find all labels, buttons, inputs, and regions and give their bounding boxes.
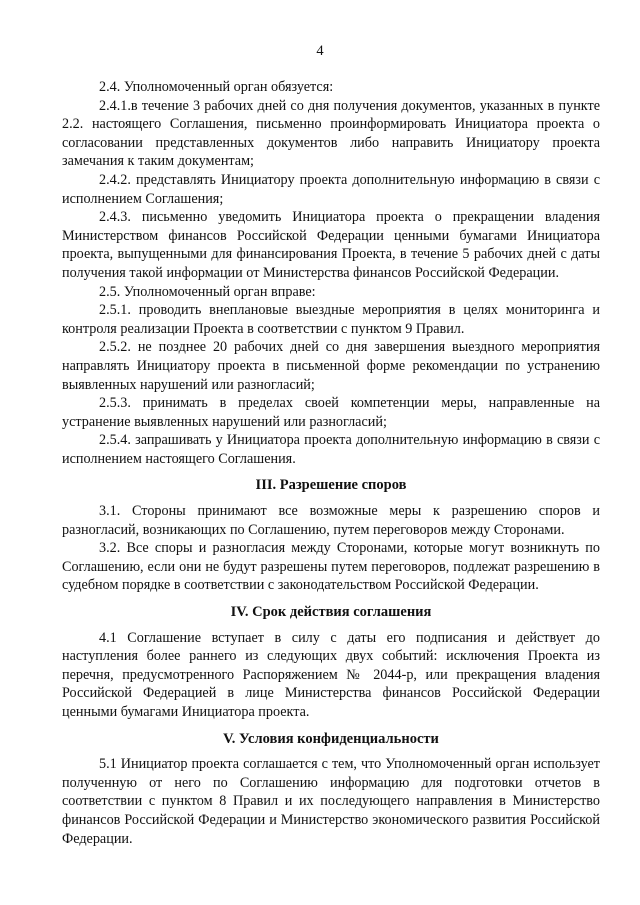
section-4-heading: IV. Срок действия соглашения [230, 604, 432, 621]
page-number: 4 [316, 43, 324, 59]
clause-2-4-1: 2.4.1.в течение 3 рабочих дней со дня получения документов, указанных в пункте 2.2. настоящего Соглашения, письменно проинформировать Инициатора проекта о согласовании представленных документов либо направить Инициатору проекта замечания к таким документам; [62, 97, 600, 170]
clause-2-4-2: 2.4.2. представлять Инициатору проекта дополнительную информацию в связи с исполнением Соглашения; [62, 171, 600, 207]
document-body [62, 78, 600, 848]
clause-2-5-2: 2.5.2. не позднее 20 рабочих дней со дня завершения выездного мероприятия направлять Инициатору проекта в письменной форме рекомендации по устранению выявленных нарушений или разногласий; [62, 339, 600, 393]
clause-2-4-3: 2.4.3. письменно уведомить Инициатора проекта о прекращении владения Министерством финансов Российской Федерации ценными бумагами Инициатора проекта, выпущенными для финансирования Проекта, в течение 5 рабочих дней с даты получения такой информации от Министерства финансов Российской Федерации. [62, 209, 600, 281]
clause-2-5-4: 2.5.4. запрашивать у Инициатора проекта дополнительную информацию в связи с исполнением настоящего Соглашения. [62, 432, 600, 467]
clause-5-1: 5.1 Инициатор проекта соглашается с тем, что Уполномоченный орган использует полученную от него по Соглашению информацию для подготовки отчетов в соответствии с пунктом 8 Правил и их последующего направления в Министерство финансов Российской Федерации и Министерство экономического развития Российской Федерации. [62, 756, 600, 847]
clause-2-4: 2.4. Уполномоченный орган обязуется: [99, 79, 334, 95]
clause-2-5-3: 2.5.3. принимать в пределах своей компетенции меры, направленные на устранение выявленных нарушений или разногласий; [62, 395, 600, 430]
clause-3-1: 3.1. Стороны принимают все возможные меры к разрешению споров и разногласий, возникающих по Соглашению, путем переговоров между Сторонами. [62, 503, 600, 538]
section-5-heading: V. Условия конфиденциальности [223, 730, 439, 747]
section-3-heading: III. Разрешение споров [255, 477, 407, 494]
clause-2-5-1: 2.5.1. проводить внеплановые выездные мероприятия в целях мониторинга и контроля реализации Проекта в соответствии с пунктом 9 Правил. [62, 302, 600, 337]
clause-2-5: 2.5. Уполномоченный орган вправе: [99, 283, 316, 300]
clause-3-2: 3.2. Все споры и разногласия между Сторонами, которые могут возникнуть по Соглашению, если они не будут разрешены путем переговоров, подлежат разрешению в судебном порядке в соответствии с законодательством Российской Федерации. [62, 540, 600, 594]
clause-4-1: 4.1 Соглашение вступает в силу с даты его подписания и действует до наступления более раннего из следующих двух событий: исключения Проекта из перечня, предусмотренного Распоряжением № 2044-р, или прекращения владения Российской Федерацией в лице Министерства финансов Российской Федерации ценными бумагами Инициатора проекта. [62, 629, 600, 720]
